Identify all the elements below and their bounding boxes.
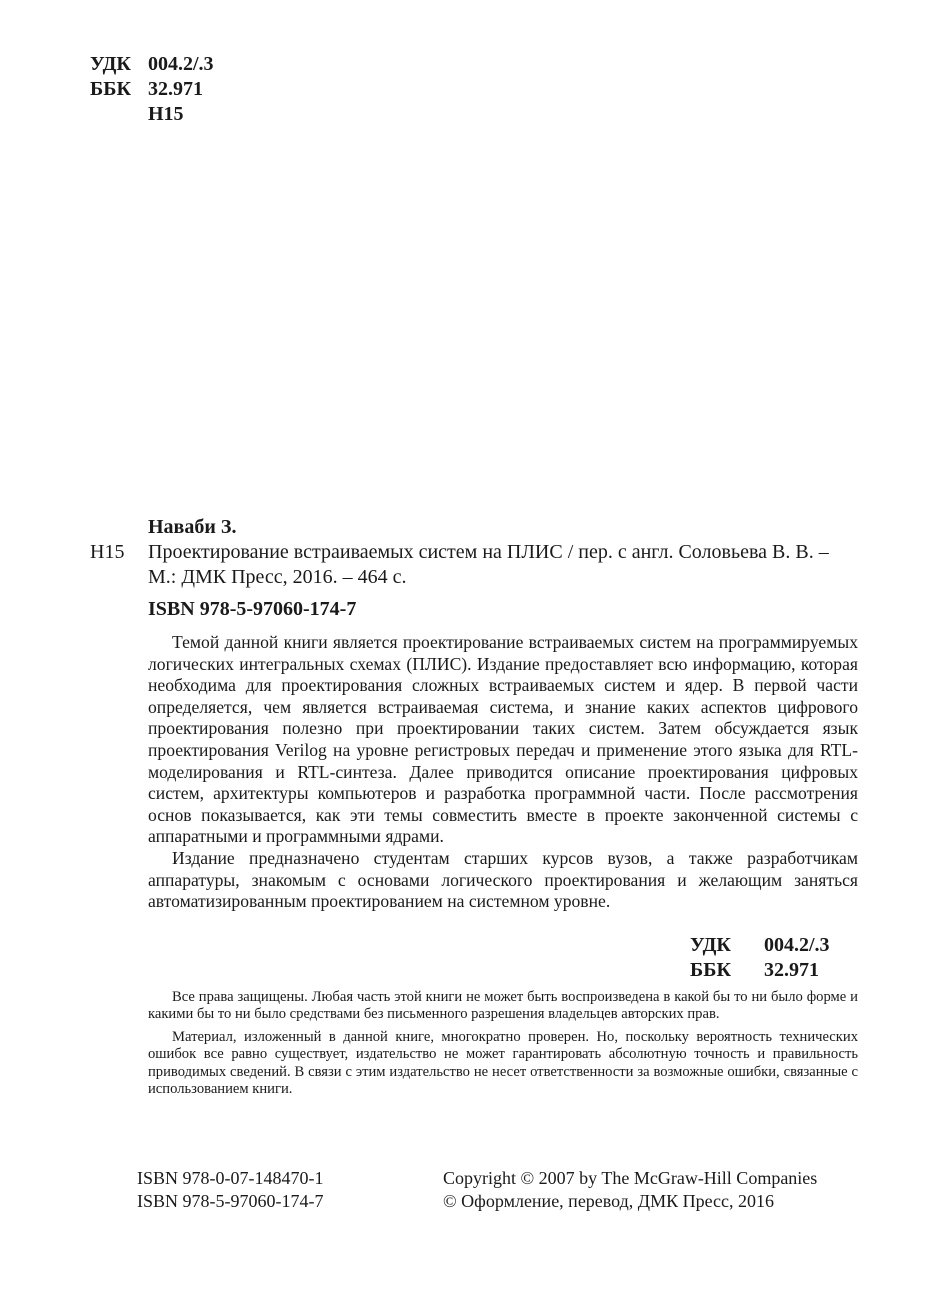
bbk-row <box>90 77 214 102</box>
abstract-paragraph: Издание предназначено студентам старших курсов вузов, а также разработчикам аппаратуры, знакомым с основами логического проектирования и желающим заняться автоматизированным проектированием на системном уровне. <box>148 847 858 912</box>
bbk-value: 32.971 <box>764 959 819 981</box>
rights-paragraph: Все права защищены. Любая часть этой книги не может быть воспроизведена в какой бы то ни было форме и какими бы то ни было средствами без письменного разрешения владельцев авторских прав. <box>148 989 858 1023</box>
author-name: Наваби З. <box>148 516 237 538</box>
rights-notice <box>148 989 858 1103</box>
copyright-russian: © Оформление, перевод, ДМК Пресс, 2016 <box>443 1191 775 1211</box>
main-isbn: ISBN 978-5-97060-174-7 <box>148 598 357 620</box>
bbk-label: ББК <box>90 78 131 100</box>
bibliographic-description: Проектирование встраиваемых систем на ПЛИС / пер. с англ. Соловьева В. В. – М.: ДМК Пресс, 2016. – 464 с. <box>148 541 829 588</box>
author-sign-row <box>90 102 214 127</box>
bbk-label: ББК <box>690 959 731 981</box>
author-sign: Н15 <box>148 103 184 125</box>
bbk-value: 32.971 <box>148 78 203 100</box>
abstract <box>148 632 858 913</box>
footer-isbn-list <box>137 1167 324 1213</box>
udk-row <box>690 933 830 958</box>
bibliographic-entry <box>90 540 860 590</box>
disclaimer-paragraph: Материал, изложенный в данной книге, многократно проверен. Но, поскольку вероятность технических ошибок все равно существует, издательство не может гарантировать абсолютную точность и правильность приводимых сведений. В связи с этим издательство не несет ответственности за возможные ошибки, связанные с использованием книги. <box>148 1028 858 1098</box>
author-sign-code: Н15 <box>90 541 125 563</box>
isbn-russian: ISBN 978-5-97060-174-7 <box>137 1191 324 1211</box>
top-classification <box>90 52 214 127</box>
udk-row <box>90 52 214 77</box>
bbk-row <box>690 958 830 983</box>
footer-copyright <box>443 1167 817 1213</box>
abstract-paragraph: Темой данной книги является проектирование встраиваемых систем на программируемых логических интегральных схемах (ПЛИС). Издание предоставляет всю информацию, которая необходима для проектирования сложных встраиваемых систем и ядер. В первой части определяется, чем является встраиваемая система, и знание каких аспектов цифрового проектирования полезно при проектировании таких систем. Затем обсуждается язык проектирования Verilog на уровне регистровых передач и применение этого языка для RTL-моделирования и RTL-синтеза. Далее приводится описание проектирования цифровых систем, архитектуры компьютеров и разработка программной части. После рассмотрения основ показывается, как эти темы совместить вместе в проекте законченной системы с аппаратными и программными ядрами. <box>148 632 858 847</box>
isbn-original: ISBN 978-0-07-148470-1 <box>137 1168 324 1188</box>
udk-value: 004.2/.3 <box>148 53 214 75</box>
udk-label: УДК <box>90 53 131 75</box>
copyright-original: Copyright © 2007 by The McGraw-Hill Companies <box>443 1168 818 1188</box>
udk-value: 004.2/.3 <box>764 934 830 956</box>
bottom-classification <box>690 933 830 983</box>
bibliographic-record <box>90 515 860 622</box>
udk-label: УДК <box>690 934 731 956</box>
